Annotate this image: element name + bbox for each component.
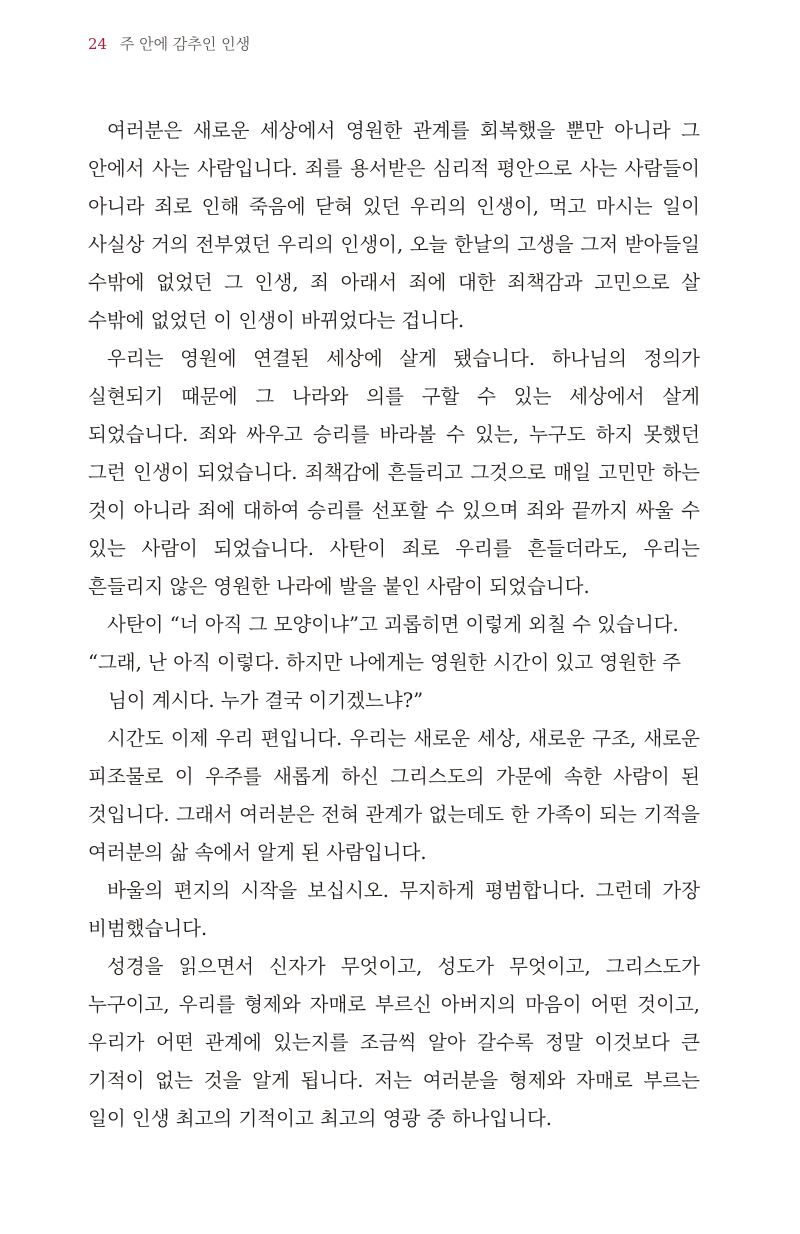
- page-number: 24: [88, 35, 108, 53]
- quotation-line: 님이 계시다. 누가 결국 이기겠느냐?”: [108, 689, 424, 712]
- body-text: [88, 112, 700, 1138]
- paragraph: 사탄이 “너 아직 그 모양이냐”고 괴롭히면 이렇게 외칠 수 있습니다.: [107, 613, 679, 636]
- paragraph: 바울의 편지의 시작을 보십시오. 무지하게 평범합니다. 그런데 가장 비범했습니다.: [88, 879, 700, 940]
- running-header: [88, 33, 250, 55]
- book-title: 주 안에 감추인 인생: [119, 35, 251, 53]
- paragraph: 우리는 영원에 연결된 세상에 살게 됐습니다. 하나님의 정의가 실현되기 때문에 그 나라와 의를 구할 수 있는 세상에서 살게 되었습니다. 죄와 싸우고 승리를 바라볼 수 있는, 누구도 하지 못했던 그런 인생이 되었습니다. 죄책감에 흔들리고 그것으로 매일 고민만 하는 것이 아니라 죄에 대하여 승리를 선포할 수 있으며 죄와 끝까지 싸울 수 있는 사람이 되었습니다. 사탄이 죄로 우리를 흔들더라도, 우리는 흔들리지 않은 영원한 나라에 발을 붙인 사람이 되었습니다.: [88, 347, 700, 598]
- paragraph: 시간도 이제 우리 편입니다. 우리는 새로운 세상, 새로운 구조, 새로운 피조물로 이 우주를 새롭게 하신 그리스도의 가문에 속한 사람이 된 것입니다. 그래서 여러분은 전혀 관계가 없는데도 한 가족이 되는 기적을 여러분의 삶 속에서 알게 된 사람입니다.: [88, 727, 700, 864]
- paragraph: 성경을 읽으면서 신자가 무엇이고, 성도가 무엇이고, 그리스도가 누구이고, 우리를 형제와 자매로 부르신 아버지의 마음이 어떤 것이고, 우리가 어떤 관계에 있는지를 조금씩 알아 갈수록 정말 이것보다 큰 기적이 없는 것을 알게 됩니다. 저는 여러분을 형제와 자매로 부르는 일이 인생 최고의 기적이고 최고의 영광 중 하나입니다.: [88, 955, 700, 1130]
- quotation: [88, 644, 700, 720]
- quotation-line: “그래, 난 아직 이렇다. 하지만 나에게는 영원한 시간이 있고 영원한 주: [88, 651, 681, 674]
- paragraph: 여러분은 새로운 세상에서 영원한 관계를 회복했을 뿐만 아니라 그 안에서 사는 사람입니다. 죄를 용서받은 심리적 평안으로 사는 사람들이 아니라 죄로 인해 죽음에 닫혀 있던 우리의 인생이, 먹고 마시는 일이 사실상 거의 전부였던 우리의 인생이, 오늘 한날의 고생을 그저 받아들일 수밖에 없었던 그 인생, 죄 아래서 죄에 대한 죄책감과 고민으로 살 수밖에 없었던 이 인생이 바뀌었다는 겁니다.: [88, 119, 700, 332]
